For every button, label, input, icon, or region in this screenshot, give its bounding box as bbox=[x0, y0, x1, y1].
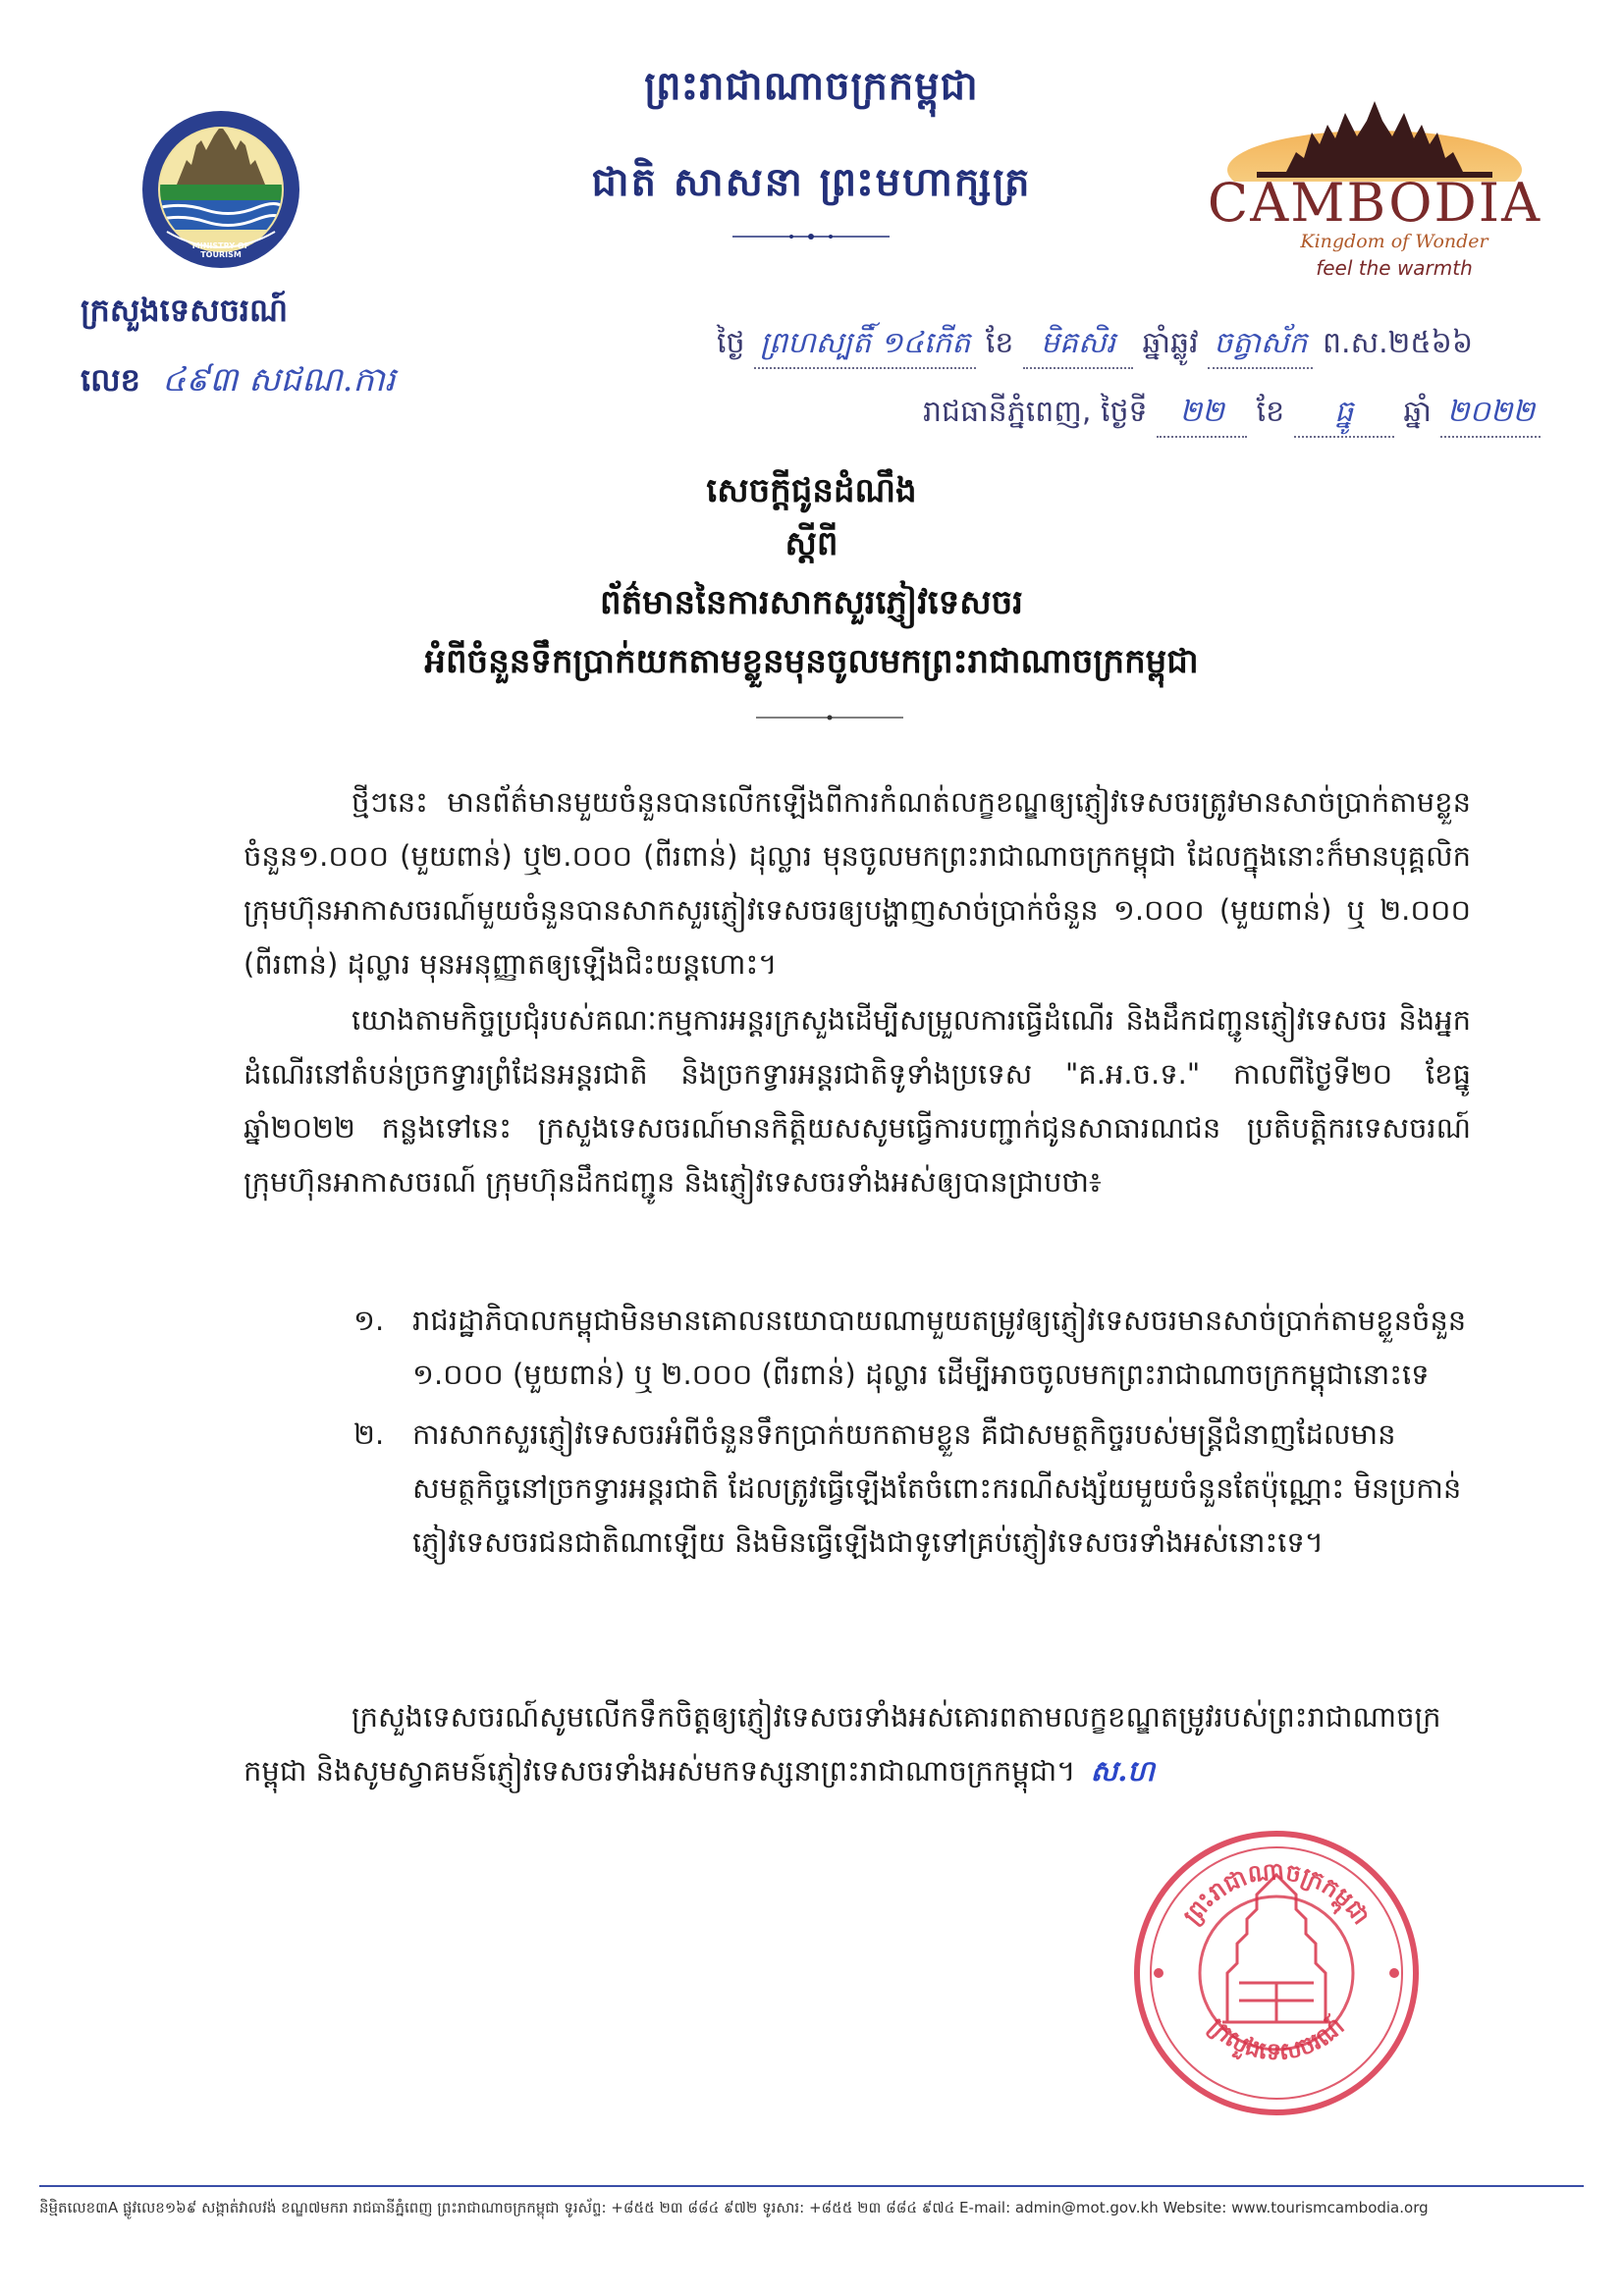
lunar-month-label: ខែ bbox=[985, 326, 1014, 360]
notice-subject-line2: អំពីចំនួនទឹកប្រាក់យកតាមខ្លួនមុនចូលមកព្រះរាជាណាចក្រកម្ពុជា bbox=[424, 642, 1199, 681]
paragraph-meeting: យោងតាមកិច្ចប្រជុំរបស់គណៈកម្មការអន្តរក្រសួងដើម្បីសម្រួលការធ្វើដំណើរ និងដឹកជញ្ជូនភ្ញៀវទេសចរ និងអ្នកដំណើរនៅតំបន់ច្រកទ្វារព្រំដែនអន្តរជាតិ និងច្រកទ្វារអន្តរជាតិទូទាំងប្រទេស "គ.អ.ច.ទ." កាលពីថ្ងៃទី២០ ខែធ្នូ ឆ្នាំ២០២២ កន្លងទៅនេះ ក្រសួងទេសចរណ៍មានកិត្តិយសសូមធ្វើការបញ្ជាក់ជូនសាធារណជន ប្រតិបត្តិករទេសចរណ៍ ក្រុមហ៊ុនអាកាសចរណ៍ ក្រុមហ៊ុនដឹកជញ្ជូន និងភ្ញៀវទេសចរទាំងអស់ឲ្យបានជ្រាបថា៖ bbox=[243, 1003, 1471, 1199]
lunar-era: ព.ស.២៥៦៦ bbox=[1322, 326, 1474, 360]
ministry-seal-icon bbox=[1129, 1826, 1424, 2120]
lunar-prefix: ថ្ងៃ bbox=[717, 326, 745, 360]
paragraph-closing bbox=[243, 1690, 1471, 1798]
solar-date bbox=[923, 393, 1541, 438]
ministry-logo-text: MINISTRY OF TOURISM bbox=[191, 241, 250, 259]
list-item bbox=[353, 1294, 1473, 1402]
footer-divider bbox=[39, 2185, 1584, 2187]
list-item-text: ការសាកសួរភ្ញៀវទេសចរអំពីចំនួនទឹកប្រាក់យកតាមខ្លួន គឺជាសមត្ថកិច្ចរបស់មន្ត្រីជំនាញដែលមានសមត្ថកិច្ចនៅច្រកទ្វារអន្តរជាតិ ដែលត្រូវធ្វើឡើងតែចំពោះករណីសង្ស័យមួយចំនួនតែប៉ុណ្ណោះ មិនប្រកាន់ភ្ញៀវទេសចរជនជាតិណាឡើយ និងមិនធ្វើឡើងជាទូទៅគ្រប់ភ្ញៀវទេសចរទាំងអស់នោះទេ។ bbox=[412, 1417, 1462, 1559]
list-item bbox=[353, 1408, 1473, 1570]
ministry-name: ក្រសួងទេសចរណ៍ bbox=[81, 292, 289, 329]
lunar-month: មិគសិរ bbox=[1023, 324, 1133, 369]
list-item-number: ១. bbox=[353, 1304, 385, 1337]
notice-subject-line1: ព័ត៌មាននៃការសាកសួរភ្ញៀវទេសចរ bbox=[600, 583, 1023, 622]
paragraph-intro: ថ្មីៗនេះ មានព័ត៌មានមួយចំនួនបានលើកឡើងពីការកំណត់លក្ខខណ្ឌឲ្យភ្ញៀវទេសចរត្រូវមានសាច់ប្រាក់តាមខ្លួនចំនួន១.០០០ (មួយពាន់) ឬ២.០០០ (ពីរពាន់) ដុល្លារ មុនចូលមកព្រះរាជាណាចក្រកម្ពុជា ដែលក្នុងនោះក៏មានបុគ្គលិកក្រុមហ៊ុនអាកាសចរណ៍មួយចំនួនបានសាកសួរភ្ញៀវទេសចរឲ្យបង្ហាញសាច់ប្រាក់ចំនួន ១.០០០ (មួយពាន់) ឬ ២.០០០ (ពីរពាន់) ដុល្លារ មុនអនុញ្ញាតឲ្យឡើងជិះយន្តហោះ។ bbox=[243, 785, 1471, 981]
kingdom-title: ព្រះរាជាណាចក្រកម្ពុជា bbox=[644, 64, 979, 109]
solar-month: ធ្នូ bbox=[1294, 393, 1394, 438]
lunar-year-name: ចត្វាស័ក bbox=[1208, 324, 1313, 369]
cambodia-brand-logo bbox=[1198, 93, 1551, 290]
brand-tagline: feel the warmth bbox=[1316, 256, 1473, 280]
closing-text: ក្រសួងទេសចរណ៍សូមលើកទឹកចិត្តឲ្យភ្ញៀវទេសចរទាំងអស់គោរពតាមលក្ខខណ្ឌតម្រូវរបស់ព្រះរាជាណាចក្រកម្ពុជា និងសូមស្វាគមន៍ភ្ញៀវទេសចរទាំងអស់មកទស្សនាព្រះរាជាណាចក្រកម្ពុជា។ bbox=[243, 1700, 1441, 1788]
brand-name: CAMBODIA bbox=[1207, 172, 1542, 234]
kingdom-motto: ជាតិ សាសនា ព្រះមហាក្សត្រ bbox=[591, 160, 1032, 205]
seal-bottom-text: ក្រសួងទេសចរណ៍ bbox=[1203, 2011, 1350, 2066]
official-seal bbox=[1129, 1826, 1424, 2120]
notice-subject-label: ស្តីពី bbox=[784, 524, 839, 563]
list-item-number: ២. bbox=[353, 1417, 385, 1451]
solar-year: ២០២២ bbox=[1440, 393, 1541, 438]
solar-prefix: រាជធានីភ្នំពេញ, ថ្ងៃទី bbox=[923, 395, 1148, 429]
reference-number bbox=[81, 358, 396, 407]
lunar-year-label: ឆ្នាំឆ្លូវ bbox=[1142, 326, 1199, 360]
seal-top-text: ព្រះរាជាណាចក្រកម្ពុជា bbox=[1177, 1856, 1376, 1930]
handwritten-initials: ស.ហ bbox=[1090, 1754, 1155, 1788]
notice-title: សេចក្តីជូនដំណឹង bbox=[706, 471, 917, 510]
lunar-day: ព្រហស្បតិ៍ ១៤កើត bbox=[754, 324, 976, 369]
angkor-temple-icon bbox=[1198, 93, 1551, 182]
solar-day: ២២ bbox=[1157, 393, 1247, 438]
ref-value: ៤៩៣ សជណ.ការ bbox=[162, 360, 396, 400]
footer-contact: និម្មិតលេខ៣A ផ្លូវលេខ១៦៩ សង្កាត់វាលវង់ ខណ្ឌ៧មករា រាជធានីភ្នំពេញ ព្រះរាជាណាចក្រកម្ពុជា ទូរស័ព្ទ: +៨៥៥ ២៣ ៨៨៤ ៩៧២ ទូរសារ: +៨៥៥ ២៣ ៨៨៤ ៩៧៤ E-mail: admin@mot.gov.kh Website: www.tourismcambodia.org bbox=[39, 2199, 1429, 2216]
title-ornament bbox=[0, 709, 1623, 721]
solar-month-label: ខែ bbox=[1256, 395, 1285, 429]
list-item-text: រាជរដ្ឋាភិបាលកម្ពុជាមិនមានគោលនយោបាយណាមួយតម្រូវឲ្យភ្ញៀវទេសចរមានសាច់ប្រាក់តាមខ្លួនចំនួន ១.០០០ (មួយពាន់) ឬ ២.០០០ (ពីរពាន់) ដុល្លារ ដើម្បីអាចចូលមកព្រះរាជាណាចក្រកម្ពុជានោះទេ bbox=[412, 1304, 1467, 1391]
clarification-list bbox=[353, 1294, 1473, 1575]
solar-year-label: ឆ្នាំ bbox=[1403, 395, 1432, 429]
brand-slogan: Kingdom of Wonder bbox=[1300, 231, 1488, 252]
ref-label: លេខ bbox=[81, 361, 140, 399]
lunar-date bbox=[717, 324, 1473, 369]
